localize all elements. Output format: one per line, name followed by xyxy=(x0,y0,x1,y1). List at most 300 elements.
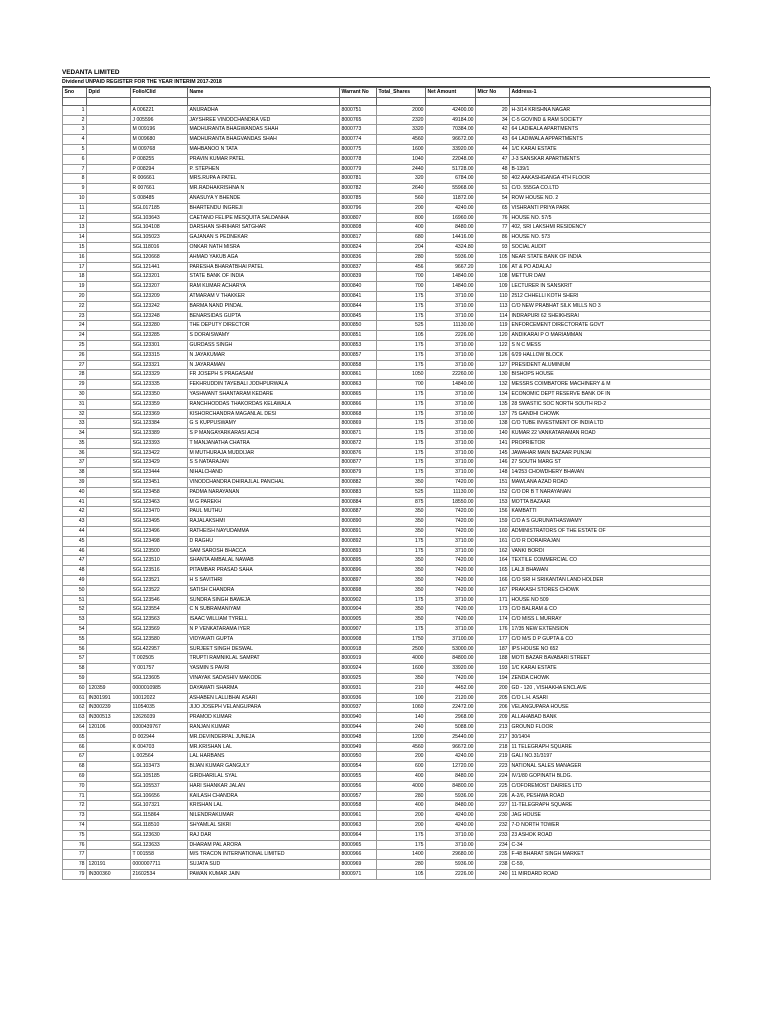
cell-micr: 187 xyxy=(476,644,510,654)
cell-micr: 138 xyxy=(476,419,510,429)
cell-amount: 14840.00 xyxy=(426,380,476,390)
cell-shares: 350 xyxy=(377,527,426,537)
column-header-shares: Total_Shares xyxy=(377,88,426,98)
cell-amount: 9667.20 xyxy=(426,262,476,272)
cell-address: 30/1404 xyxy=(510,732,711,742)
cell-amount: 7420.00 xyxy=(426,576,476,586)
cell-folio: R 006661 xyxy=(131,174,188,184)
cell-folio: SGL123429 xyxy=(131,458,188,468)
cell-sno: 3 xyxy=(63,125,87,135)
cell-address: C/O A S GURUNATHASWAMY xyxy=(510,517,711,527)
cell-folio: SGL123209 xyxy=(131,291,188,301)
cell-dpid xyxy=(87,595,131,605)
table-row xyxy=(63,644,711,654)
table-row xyxy=(63,350,711,360)
cell-warrant: 8000837 xyxy=(340,262,377,272)
cell-sno: 53 xyxy=(63,615,87,625)
cell-folio: SGL123498 xyxy=(131,536,188,546)
cell-shares: 4000 xyxy=(377,781,426,791)
cell-name: MADHURANTA BHAGVANDAS SHAH xyxy=(188,135,340,145)
cell-sno: 46 xyxy=(63,546,87,556)
cell-shares: 175 xyxy=(377,830,426,840)
cell-dpid xyxy=(87,193,131,203)
table-row xyxy=(63,282,711,292)
cell-dpid xyxy=(87,497,131,507)
cell-dpid: 120191 xyxy=(87,860,131,870)
cell-warrant: 8000775 xyxy=(340,144,377,154)
cell-name: NILENDRAKUMAR xyxy=(188,811,340,821)
cell-address: IPS HOUSE NO 652 xyxy=(510,644,711,654)
cell-address: 75 GANDHI CHOWK xyxy=(510,409,711,419)
cell-name: BARMA NAND PINDAL xyxy=(188,301,340,311)
cell-micr: 162 xyxy=(476,546,510,556)
cell-shares: 2500 xyxy=(377,644,426,654)
table-row xyxy=(63,527,711,537)
cell-address: AT & PO ADALAJ xyxy=(510,262,711,272)
cell-amount: 3710.00 xyxy=(426,546,476,556)
cell-micr: 206 xyxy=(476,703,510,713)
cell-amount: 7420.00 xyxy=(426,674,476,684)
cell-dpid xyxy=(87,830,131,840)
cell-sno: 37 xyxy=(63,458,87,468)
cell-micr: 165 xyxy=(476,566,510,576)
cell-name: G S KUPPUSWAMY xyxy=(188,419,340,429)
table-header xyxy=(63,88,711,106)
cell-shares: 175 xyxy=(377,409,426,419)
cell-dpid xyxy=(87,389,131,399)
cell-warrant: 8000940 xyxy=(340,713,377,723)
cell-sno: 70 xyxy=(63,781,87,791)
cell-warrant: 8000858 xyxy=(340,360,377,370)
cell-warrant: 8000845 xyxy=(340,311,377,321)
table-row xyxy=(63,438,711,448)
cell-amount: 12720.00 xyxy=(426,762,476,772)
cell-folio: S 008485 xyxy=(131,193,188,203)
cell-name: FR JOSEPH S PRAGASAM xyxy=(188,370,340,380)
cell-shares: 280 xyxy=(377,252,426,262)
cell-address: TEXTILE COMMERCIAL CO xyxy=(510,556,711,566)
cell-shares: 700 xyxy=(377,272,426,282)
cell-folio: SGL123580 xyxy=(131,634,188,644)
table-row xyxy=(63,370,711,380)
cell-warrant: 8000857 xyxy=(340,350,377,360)
cell-shares: 175 xyxy=(377,546,426,556)
cell-dpid xyxy=(87,605,131,615)
cell-name: MAHBANOO N TATA xyxy=(188,144,340,154)
column-header-name: Name xyxy=(188,88,340,98)
table-row xyxy=(63,566,711,576)
cell-sno: 12 xyxy=(63,213,87,223)
cell-sno: 8 xyxy=(63,174,87,184)
cell-micr: 122 xyxy=(476,340,510,350)
cell-folio: M 009680 xyxy=(131,135,188,145)
cell-micr: 148 xyxy=(476,468,510,478)
cell-amount: 11130.00 xyxy=(426,321,476,331)
cell-name: M MUTHURAJA MUDDIJAR xyxy=(188,448,340,458)
table-row xyxy=(63,713,711,723)
cell-address: S N C MESS xyxy=(510,340,711,350)
cell-micr: 160 xyxy=(476,527,510,537)
table-row xyxy=(63,683,711,693)
cell-amount: 51728.00 xyxy=(426,164,476,174)
cell-warrant: 8000925 xyxy=(340,674,377,684)
cell-amount: 7420.00 xyxy=(426,615,476,625)
table-row xyxy=(63,125,711,135)
cell-amount: 4240.00 xyxy=(426,752,476,762)
cell-name: S DORAISWAMY xyxy=(188,331,340,341)
cell-amount: 6784.00 xyxy=(426,174,476,184)
cell-address: 402, SRI LAKSHMI RESIDENCY xyxy=(510,223,711,233)
cell-micr: 93 xyxy=(476,242,510,252)
cell-micr: 227 xyxy=(476,801,510,811)
cell-folio: SGL123422 xyxy=(131,448,188,458)
cell-shares: 200 xyxy=(377,811,426,821)
table-row xyxy=(63,399,711,409)
register-table xyxy=(62,87,711,880)
cell-warrant: 8000893 xyxy=(340,546,377,556)
cell-address: GALI NO.31/3197 xyxy=(510,752,711,762)
cell-name: FEKHRUDDIN TAYEBALI JODHPURWALA xyxy=(188,380,340,390)
cell-name: DAYAWATI SHARMA xyxy=(188,683,340,693)
cell-shares: 280 xyxy=(377,791,426,801)
cell-shares: 175 xyxy=(377,311,426,321)
cell-address: J-3 SANSKAR APARTMENTS xyxy=(510,154,711,164)
cell-folio: T 001558 xyxy=(131,850,188,860)
cell-folio: SGL123207 xyxy=(131,282,188,292)
cell-amount: 14840.00 xyxy=(426,282,476,292)
cell-amount: 37100.00 xyxy=(426,634,476,644)
cell-folio: SGL123329 xyxy=(131,370,188,380)
cell-sno: 23 xyxy=(63,311,87,321)
cell-micr: 137 xyxy=(476,409,510,419)
cell-micr: 153 xyxy=(476,497,510,507)
cell-amount: 3710.00 xyxy=(426,536,476,546)
cell-address: VISHRANTI PRIYA PARK xyxy=(510,203,711,213)
cell-shares: 2000 xyxy=(377,105,426,115)
cell-micr: 126 xyxy=(476,350,510,360)
cell-address: F-48 BHARAT SINGH MARKET xyxy=(510,850,711,860)
cell-folio: SGL123495 xyxy=(131,517,188,527)
cell-dpid xyxy=(87,115,131,125)
cell-warrant: 8000971 xyxy=(340,869,377,879)
cell-warrant: 8000890 xyxy=(340,517,377,527)
table-row xyxy=(63,144,711,154)
cell-sno: 44 xyxy=(63,527,87,537)
cell-warrant: 8000796 xyxy=(340,203,377,213)
cell-amount: 96672.00 xyxy=(426,742,476,752)
cell-micr: 240 xyxy=(476,869,510,879)
cell-shares: 2440 xyxy=(377,164,426,174)
cell-name: SURJEET SINGH DESWAL xyxy=(188,644,340,654)
cell-folio: SGL123248 xyxy=(131,311,188,321)
cell-dpid xyxy=(87,752,131,762)
cell-warrant: 8000961 xyxy=(340,811,377,821)
cell-dpid xyxy=(87,664,131,674)
cell-dpid xyxy=(87,429,131,439)
table-row xyxy=(63,321,711,331)
cell-sno: 41 xyxy=(63,497,87,507)
cell-warrant: 8000898 xyxy=(340,585,377,595)
cell-dpid xyxy=(87,625,131,635)
cell-amount: 3710.00 xyxy=(426,419,476,429)
cell-micr: 110 xyxy=(476,291,510,301)
cell-folio: SGL017185 xyxy=(131,203,188,213)
cell-micr: 205 xyxy=(476,693,510,703)
cell-warrant: 8000904 xyxy=(340,605,377,615)
cell-address: INDRAPURI 62 SHEIKHSRAI xyxy=(510,311,711,321)
cell-name: ONKAR NATH MISRA xyxy=(188,242,340,252)
cell-folio: SGL123369 xyxy=(131,409,188,419)
cell-address: ROW HOUSE NO. 2 xyxy=(510,193,711,203)
cell-address: C/O TUBE INVESTMENT OF INDIA LTD xyxy=(510,419,711,429)
cell-name: JAYSHREE VINODCHANDRA VED xyxy=(188,115,340,125)
cell-amount: 2120.00 xyxy=(426,693,476,703)
table-row xyxy=(63,311,711,321)
cell-address: 27 SOUTH MARG ST xyxy=(510,458,711,468)
cell-micr: 105 xyxy=(476,252,510,262)
cell-address: 11-TELEGRAPH SQUARE xyxy=(510,801,711,811)
table-row xyxy=(63,752,711,762)
cell-name: AHMAD YAKUB AGA xyxy=(188,252,340,262)
cell-folio: SGL115864 xyxy=(131,811,188,821)
cell-address: MESSRS COIMBATORE MACHINERY & M xyxy=(510,380,711,390)
cell-dpid xyxy=(87,282,131,292)
cell-warrant: 8000844 xyxy=(340,301,377,311)
cell-warrant: 8000883 xyxy=(340,487,377,497)
cell-dpid xyxy=(87,527,131,537)
cell-amount: 3710.00 xyxy=(426,360,476,370)
cell-dpid: IN300360 xyxy=(87,869,131,879)
cell-shares: 1750 xyxy=(377,634,426,644)
cell-sno: 14 xyxy=(63,233,87,243)
cell-micr: 151 xyxy=(476,478,510,488)
cell-address: C/O M/S D P GUPTA & CO xyxy=(510,634,711,644)
cell-address: A-2/6, PESHWA ROAD xyxy=(510,791,711,801)
cell-sno: 29 xyxy=(63,380,87,390)
cell-amount: 22260.00 xyxy=(426,370,476,380)
cell-folio: SGL120668 xyxy=(131,252,188,262)
cell-shares: 4560 xyxy=(377,742,426,752)
cell-name: ANASUYA Y BHENDE xyxy=(188,193,340,203)
cell-sno: 67 xyxy=(63,752,87,762)
cell-folio: SGL123605 xyxy=(131,674,188,684)
table-row xyxy=(63,605,711,615)
cell-name: S S NATARAJAN xyxy=(188,458,340,468)
table-row xyxy=(63,801,711,811)
cell-warrant: 8000774 xyxy=(340,135,377,145)
cell-folio: D 002944 xyxy=(131,732,188,742)
cell-address: C-5 GOVIND & RAM SOCIETY xyxy=(510,115,711,125)
table-row xyxy=(63,742,711,752)
cell-address: C/O R DORAIRAJAN xyxy=(510,536,711,546)
cell-dpid xyxy=(87,762,131,772)
cell-name: SAM SAROSH BHACCA xyxy=(188,546,340,556)
cell-amount: 7420.00 xyxy=(426,478,476,488)
cell-micr: 109 xyxy=(476,282,510,292)
cell-folio: SGL123321 xyxy=(131,360,188,370)
cell-dpid xyxy=(87,331,131,341)
cell-dpid xyxy=(87,252,131,262)
cell-amount: 7420.00 xyxy=(426,517,476,527)
cell-address: LALJI BHAWAN xyxy=(510,566,711,576)
cell-sno: 48 xyxy=(63,566,87,576)
cell-name: SATISH CHANDRA xyxy=(188,585,340,595)
table-row xyxy=(63,252,711,262)
cell-shares: 700 xyxy=(377,282,426,292)
cell-sno: 27 xyxy=(63,360,87,370)
cell-folio: SGL123242 xyxy=(131,301,188,311)
cell-name: PARESHA BHARATBHAI PATEL xyxy=(188,262,340,272)
table-row xyxy=(63,536,711,546)
cell-dpid xyxy=(87,801,131,811)
cell-address: GD - 120 , VISHAKHA ENCLAVE xyxy=(510,683,711,693)
cell-amount: 49184.00 xyxy=(426,115,476,125)
cell-dpid xyxy=(87,203,131,213)
cell-dpid xyxy=(87,507,131,517)
cell-shares: 105 xyxy=(377,331,426,341)
cell-name: BIJAN KUMAR GANGULY xyxy=(188,762,340,772)
cell-name: PITAMBAR PRASAD SAHA xyxy=(188,566,340,576)
cell-address: 1/C KARAI ESTATE xyxy=(510,664,711,674)
cell-amount: 22048.00 xyxy=(426,154,476,164)
cell-amount: 33920.00 xyxy=(426,664,476,674)
cell-address: 14/253 CHOWDHERY BHAVAN xyxy=(510,468,711,478)
cell-address: IV/1/80 GOPINATH BLDG. xyxy=(510,771,711,781)
cell-micr: 86 xyxy=(476,233,510,243)
cell-dpid xyxy=(87,154,131,164)
cell-address: C/O DR B T NARAYANAN xyxy=(510,487,711,497)
cell-name: CAETANO FELIPE MESQUITA SALDANHA xyxy=(188,213,340,223)
cell-amount: 3710.00 xyxy=(426,595,476,605)
table-row xyxy=(63,223,711,233)
cell-address: 2512 CHHELLI KOTH SHERI xyxy=(510,291,711,301)
cell-shares: 2640 xyxy=(377,184,426,194)
cell-shares: 175 xyxy=(377,429,426,439)
table-row xyxy=(63,242,711,252)
cell-address: PRAKASH STORES CHOWK xyxy=(510,585,711,595)
cell-amount: 42400.00 xyxy=(426,105,476,115)
cell-amount: 7420.00 xyxy=(426,507,476,517)
cell-amount: 3710.00 xyxy=(426,468,476,478)
table-row xyxy=(63,487,711,497)
cell-address: 6/29 HALLOW BLOCK xyxy=(510,350,711,360)
cell-shares: 525 xyxy=(377,321,426,331)
cell-warrant: 8000905 xyxy=(340,615,377,625)
cell-folio: SGL105185 xyxy=(131,771,188,781)
table-row xyxy=(63,576,711,586)
cell-sno: 43 xyxy=(63,517,87,527)
cell-name: VINAYAK SADASHIV MAKODE xyxy=(188,674,340,684)
cell-sno: 7 xyxy=(63,164,87,174)
cell-folio: SGL123451 xyxy=(131,478,188,488)
cell-micr: 77 xyxy=(476,223,510,233)
cell-micr: 50 xyxy=(476,174,510,184)
cell-shares: 400 xyxy=(377,801,426,811)
cell-dpid xyxy=(87,615,131,625)
table-row xyxy=(63,517,711,527)
cell-amount: 14416.00 xyxy=(426,233,476,243)
cell-folio: SGL123633 xyxy=(131,840,188,850)
cell-warrant: 8000950 xyxy=(340,752,377,762)
cell-sno: 10 xyxy=(63,193,87,203)
cell-amount: 55968.00 xyxy=(426,184,476,194)
cell-folio: L 002564 xyxy=(131,752,188,762)
cell-name: VIDYAVATI GUPTA xyxy=(188,634,340,644)
cell-amount: 3710.00 xyxy=(426,311,476,321)
cell-sno: 15 xyxy=(63,242,87,252)
cell-name: RANCHHODDAS THAKORDAS KELAWALA xyxy=(188,399,340,409)
cell-address: 28 SWASTIC SOC NORTH SOUTH RD-2 xyxy=(510,399,711,409)
cell-shares: 1050 xyxy=(377,370,426,380)
cell-address: H-3/14 KRISHNA NAGAR xyxy=(510,105,711,115)
cell-micr: 156 xyxy=(476,507,510,517)
cell-shares: 350 xyxy=(377,478,426,488)
cell-name: RATHEISH NAYUDAMMA xyxy=(188,527,340,537)
cell-shares: 1040 xyxy=(377,154,426,164)
cell-amount: 3710.00 xyxy=(426,340,476,350)
cell-amount: 7420.00 xyxy=(426,566,476,576)
cell-shares: 350 xyxy=(377,585,426,595)
cell-shares: 175 xyxy=(377,389,426,399)
cell-shares: 200 xyxy=(377,820,426,830)
cell-shares: 1200 xyxy=(377,732,426,742)
cell-sno: 65 xyxy=(63,732,87,742)
cell-address: 402 AAKASHGANGA 4TH FLOOR xyxy=(510,174,711,184)
cell-address: C/O SRI H SRIKANTAN LAND HOLDER xyxy=(510,576,711,586)
cell-micr: 218 xyxy=(476,742,510,752)
cell-shares: 175 xyxy=(377,399,426,409)
cell-warrant: 8000936 xyxy=(340,693,377,703)
table-row xyxy=(63,478,711,488)
cell-folio: SGL123350 xyxy=(131,389,188,399)
cell-warrant: 8000779 xyxy=(340,164,377,174)
table-row xyxy=(63,556,711,566)
table-row xyxy=(63,213,711,223)
cell-name: H S SAVITHRI xyxy=(188,576,340,586)
cell-sno: 75 xyxy=(63,830,87,840)
cell-name: RANJAN KUMAR xyxy=(188,723,340,733)
cell-micr: 188 xyxy=(476,654,510,664)
cell-shares: 700 xyxy=(377,380,426,390)
cell-address: C-59, xyxy=(510,860,711,870)
cell-address: HOUSE NO 509 xyxy=(510,595,711,605)
cell-folio: SGL118016 xyxy=(131,242,188,252)
cell-sno: 47 xyxy=(63,556,87,566)
cell-folio: R 007661 xyxy=(131,184,188,194)
cell-warrant: 8000949 xyxy=(340,742,377,752)
table-row xyxy=(63,820,711,830)
cell-amount: 5936.00 xyxy=(426,252,476,262)
cell-shares: 350 xyxy=(377,566,426,576)
cell-warrant: 8000918 xyxy=(340,644,377,654)
cell-shares: 175 xyxy=(377,350,426,360)
cell-name: RAM KUMAR ACHARYA xyxy=(188,282,340,292)
cell-warrant: 8000850 xyxy=(340,321,377,331)
cell-folio: 12626039 xyxy=(131,713,188,723)
cell-shares: 140 xyxy=(377,713,426,723)
cell-name: KRISHAN LAL xyxy=(188,801,340,811)
table-row xyxy=(63,634,711,644)
cell-address: MOTTA BAZAAR xyxy=(510,497,711,507)
cell-dpid xyxy=(87,781,131,791)
cell-micr: 152 xyxy=(476,487,510,497)
table-row xyxy=(63,811,711,821)
cell-amount: 5088.00 xyxy=(426,723,476,733)
cell-amount: 2226.00 xyxy=(426,331,476,341)
cell-warrant: 8000866 xyxy=(340,399,377,409)
cell-micr: 132 xyxy=(476,380,510,390)
cell-amount: 70384.00 xyxy=(426,125,476,135)
